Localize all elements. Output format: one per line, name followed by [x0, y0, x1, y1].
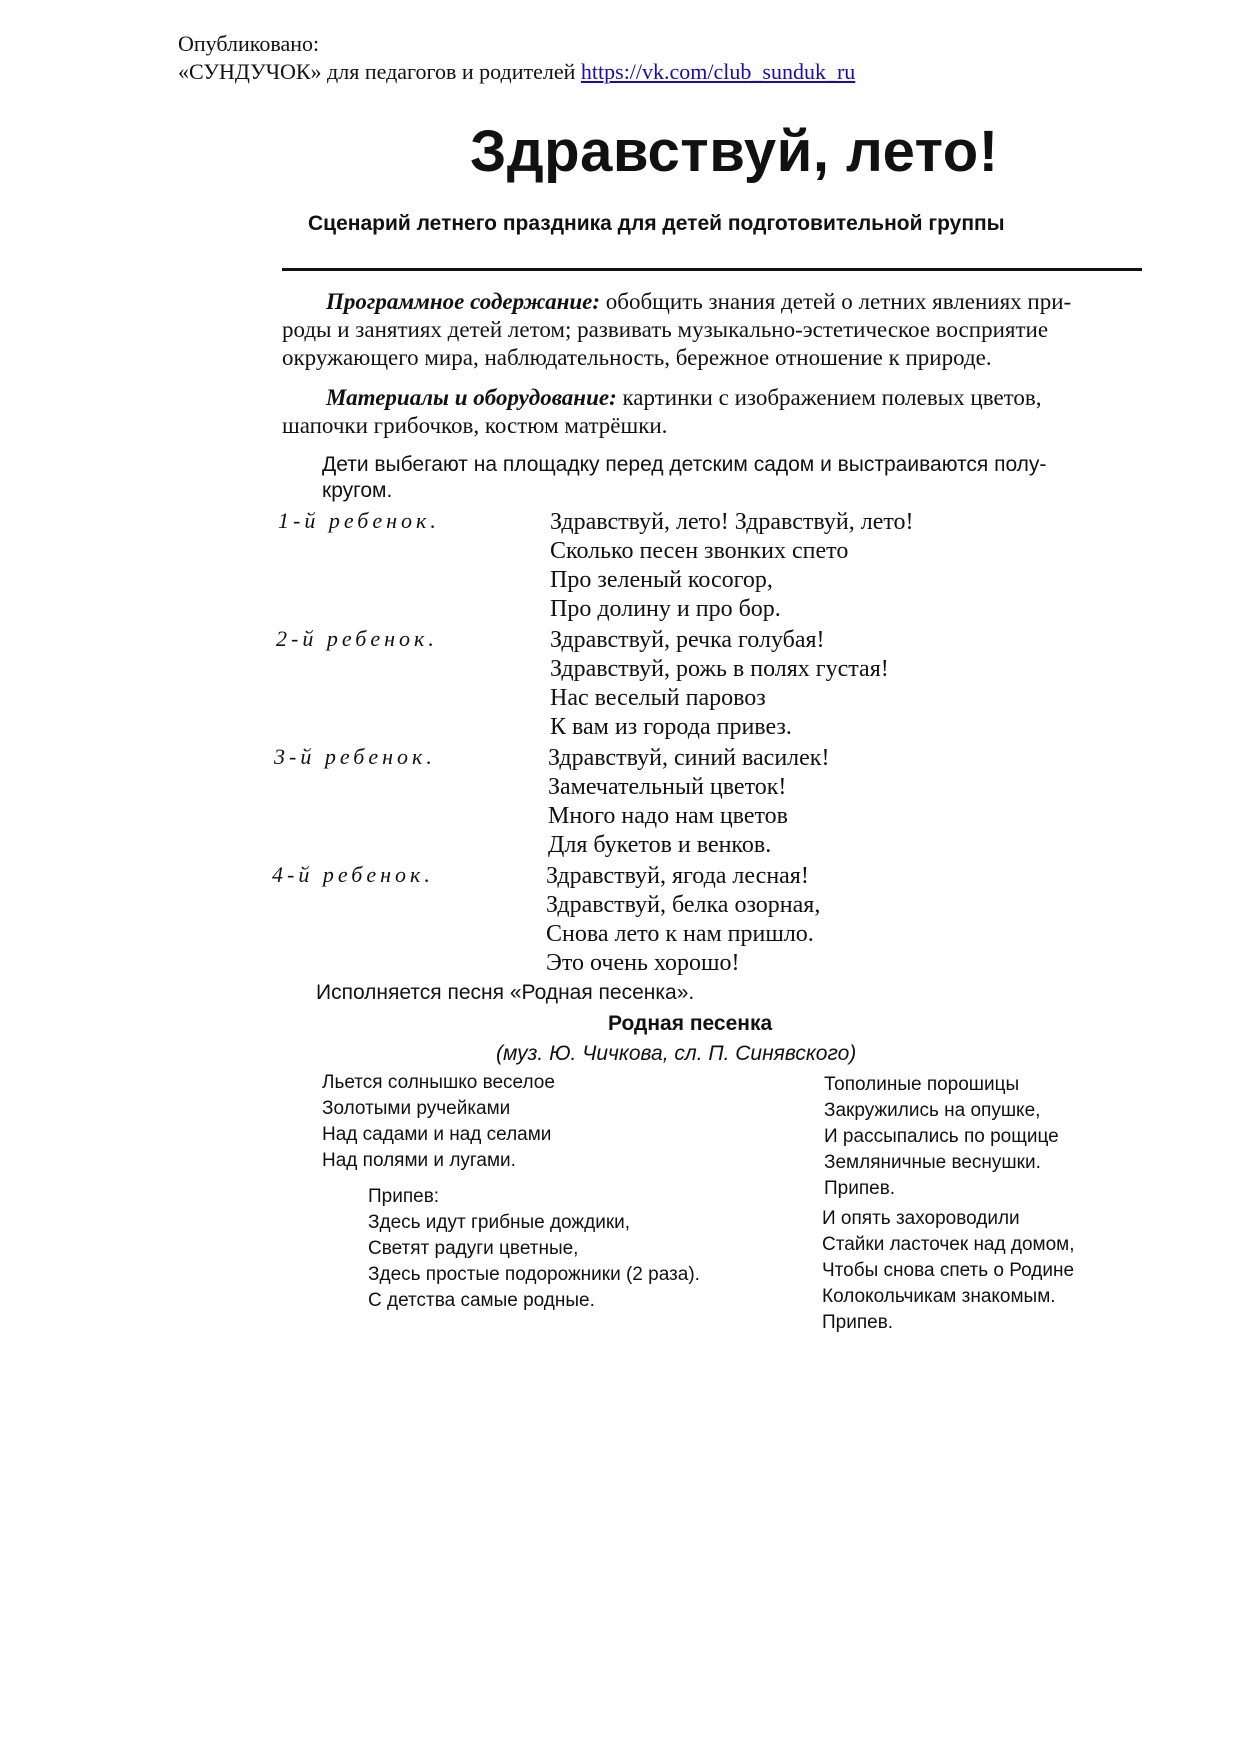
chorus-reference: Припев.: [824, 1178, 896, 1199]
lyrics-chorus: [368, 1184, 700, 1314]
lyric-line: Здесь идут грибные дождики,: [368, 1212, 631, 1233]
lyric-line: С детства самые родные.: [368, 1290, 595, 1311]
speaker-label: 1-й ребенок.: [278, 508, 440, 533]
publisher-line: [178, 58, 855, 86]
lyric-line: Колокольчикам знакомым.: [822, 1286, 1056, 1307]
lyric-line: Стайки ласточек над домом,: [822, 1234, 1075, 1255]
verse-line: Здравствуй, рожь в полях густая!: [550, 656, 889, 682]
verse-line: Сколько песен звонких спето: [550, 538, 849, 564]
title-divider: [282, 268, 1142, 271]
song-intro: Исполняется песня «Родная песенка».: [316, 981, 695, 1004]
verse-line: Про долину и про бор.: [550, 596, 781, 622]
published-label: Опубликовано:: [178, 31, 320, 56]
lyric-line: И опять захороводили: [822, 1208, 1020, 1229]
verse-line: Здравствуй, белка озорная,: [546, 892, 821, 918]
song-title: Родная песенка: [608, 1012, 773, 1035]
lyric-line: Золотыми ручейками: [322, 1098, 511, 1119]
verse-line: Это очень хорошо!: [546, 950, 740, 976]
verse-block: [546, 862, 820, 978]
chorus-label: Припев:: [368, 1186, 440, 1207]
verse-line: Здравствуй, речка голубая!: [550, 627, 825, 653]
materials: [282, 384, 1042, 440]
speaker-label: 4-й ребенок.: [272, 862, 434, 887]
program-label: Программное содержание:: [326, 289, 601, 314]
stage-direction: [322, 452, 1046, 504]
program-line-1: обобщить знания детей о летних явлениях при-: [605, 289, 1072, 314]
stage-direction-line-2: кругом.: [322, 479, 393, 502]
verse-line: Много надо нам цветов: [548, 803, 789, 829]
program-content: [282, 288, 1071, 372]
publisher-link[interactable]: https://vk.com/club_sunduk_ru: [580, 59, 856, 84]
lyric-line: Светят радуги цветные,: [368, 1238, 579, 1259]
verse-line: Здравствуй, лето! Здравствуй, лето!: [550, 509, 914, 535]
verse-line: Нас веселый паровоз: [550, 685, 766, 711]
verse-line: Снова лето к нам пришло.: [546, 921, 814, 947]
verse-block: [548, 744, 829, 860]
document-title: Здравствуй, лето!: [470, 119, 999, 184]
program-line-3: окружающего мира, наблюдательность, бережное отношение к природе.: [282, 345, 992, 370]
materials-line-2: шапочки грибочков, костюм матрёшки.: [282, 413, 668, 438]
lyric-line: Тополиные порошицы: [824, 1074, 1020, 1095]
program-line-2: роды и занятиях детей летом; развивать музыкально-эстетическое восприятие: [282, 317, 1049, 342]
publisher-name: «СУНДУЧОК» для педагогов и родителей: [178, 59, 576, 84]
lyric-line: Над полями и лугами.: [322, 1150, 516, 1171]
lyrics-left-verse: [322, 1070, 555, 1174]
verse-block: [550, 508, 914, 624]
lyric-line: И рассыпались по рощице: [824, 1126, 1059, 1147]
verse-line: Про зеленый косогор,: [550, 567, 773, 593]
lyric-line: Чтобы снова спеть о Родине: [822, 1260, 1075, 1281]
verse-line: Для букетов и венков.: [548, 832, 772, 858]
publication-note: [178, 30, 855, 86]
speaker-label: 3-й ребенок.: [274, 744, 436, 769]
document-subtitle: Сценарий летнего праздника для детей подготовительной группы: [308, 212, 1005, 235]
lyric-line: Здесь простые подорожники (2 раза).: [368, 1264, 700, 1285]
lyrics-right-verse-2: [822, 1206, 1075, 1336]
stage-direction-line-1: Дети выбегают на площадку перед детским садом и выстраиваются полу-: [322, 453, 1047, 476]
lyric-line: Над садами и над селами: [322, 1124, 552, 1145]
lyric-line: Закружились на опушке,: [824, 1100, 1041, 1121]
materials-line-1: картинки с изображением полевых цветов,: [622, 385, 1042, 410]
verse-line: Здравствуй, синий василек!: [548, 745, 830, 771]
materials-label: Материалы и оборудование:: [326, 385, 617, 410]
lyric-line: Земляничные веснушки.: [824, 1152, 1041, 1173]
lyric-line: Льется солнышко веселое: [322, 1072, 555, 1093]
verse-line: Замечательный цветок!: [548, 774, 787, 800]
verse-block: [550, 626, 889, 742]
verse-line: К вам из города привез.: [550, 714, 792, 740]
song-credit: (муз. Ю. Чичкова, сл. П. Синявского): [496, 1042, 857, 1065]
chorus-reference: Припев.: [822, 1312, 894, 1333]
lyrics-right-verse-1: [824, 1072, 1059, 1202]
speaker-label: 2-й ребенок.: [276, 626, 438, 651]
verse-line: Здравствуй, ягода лесная!: [546, 863, 809, 889]
